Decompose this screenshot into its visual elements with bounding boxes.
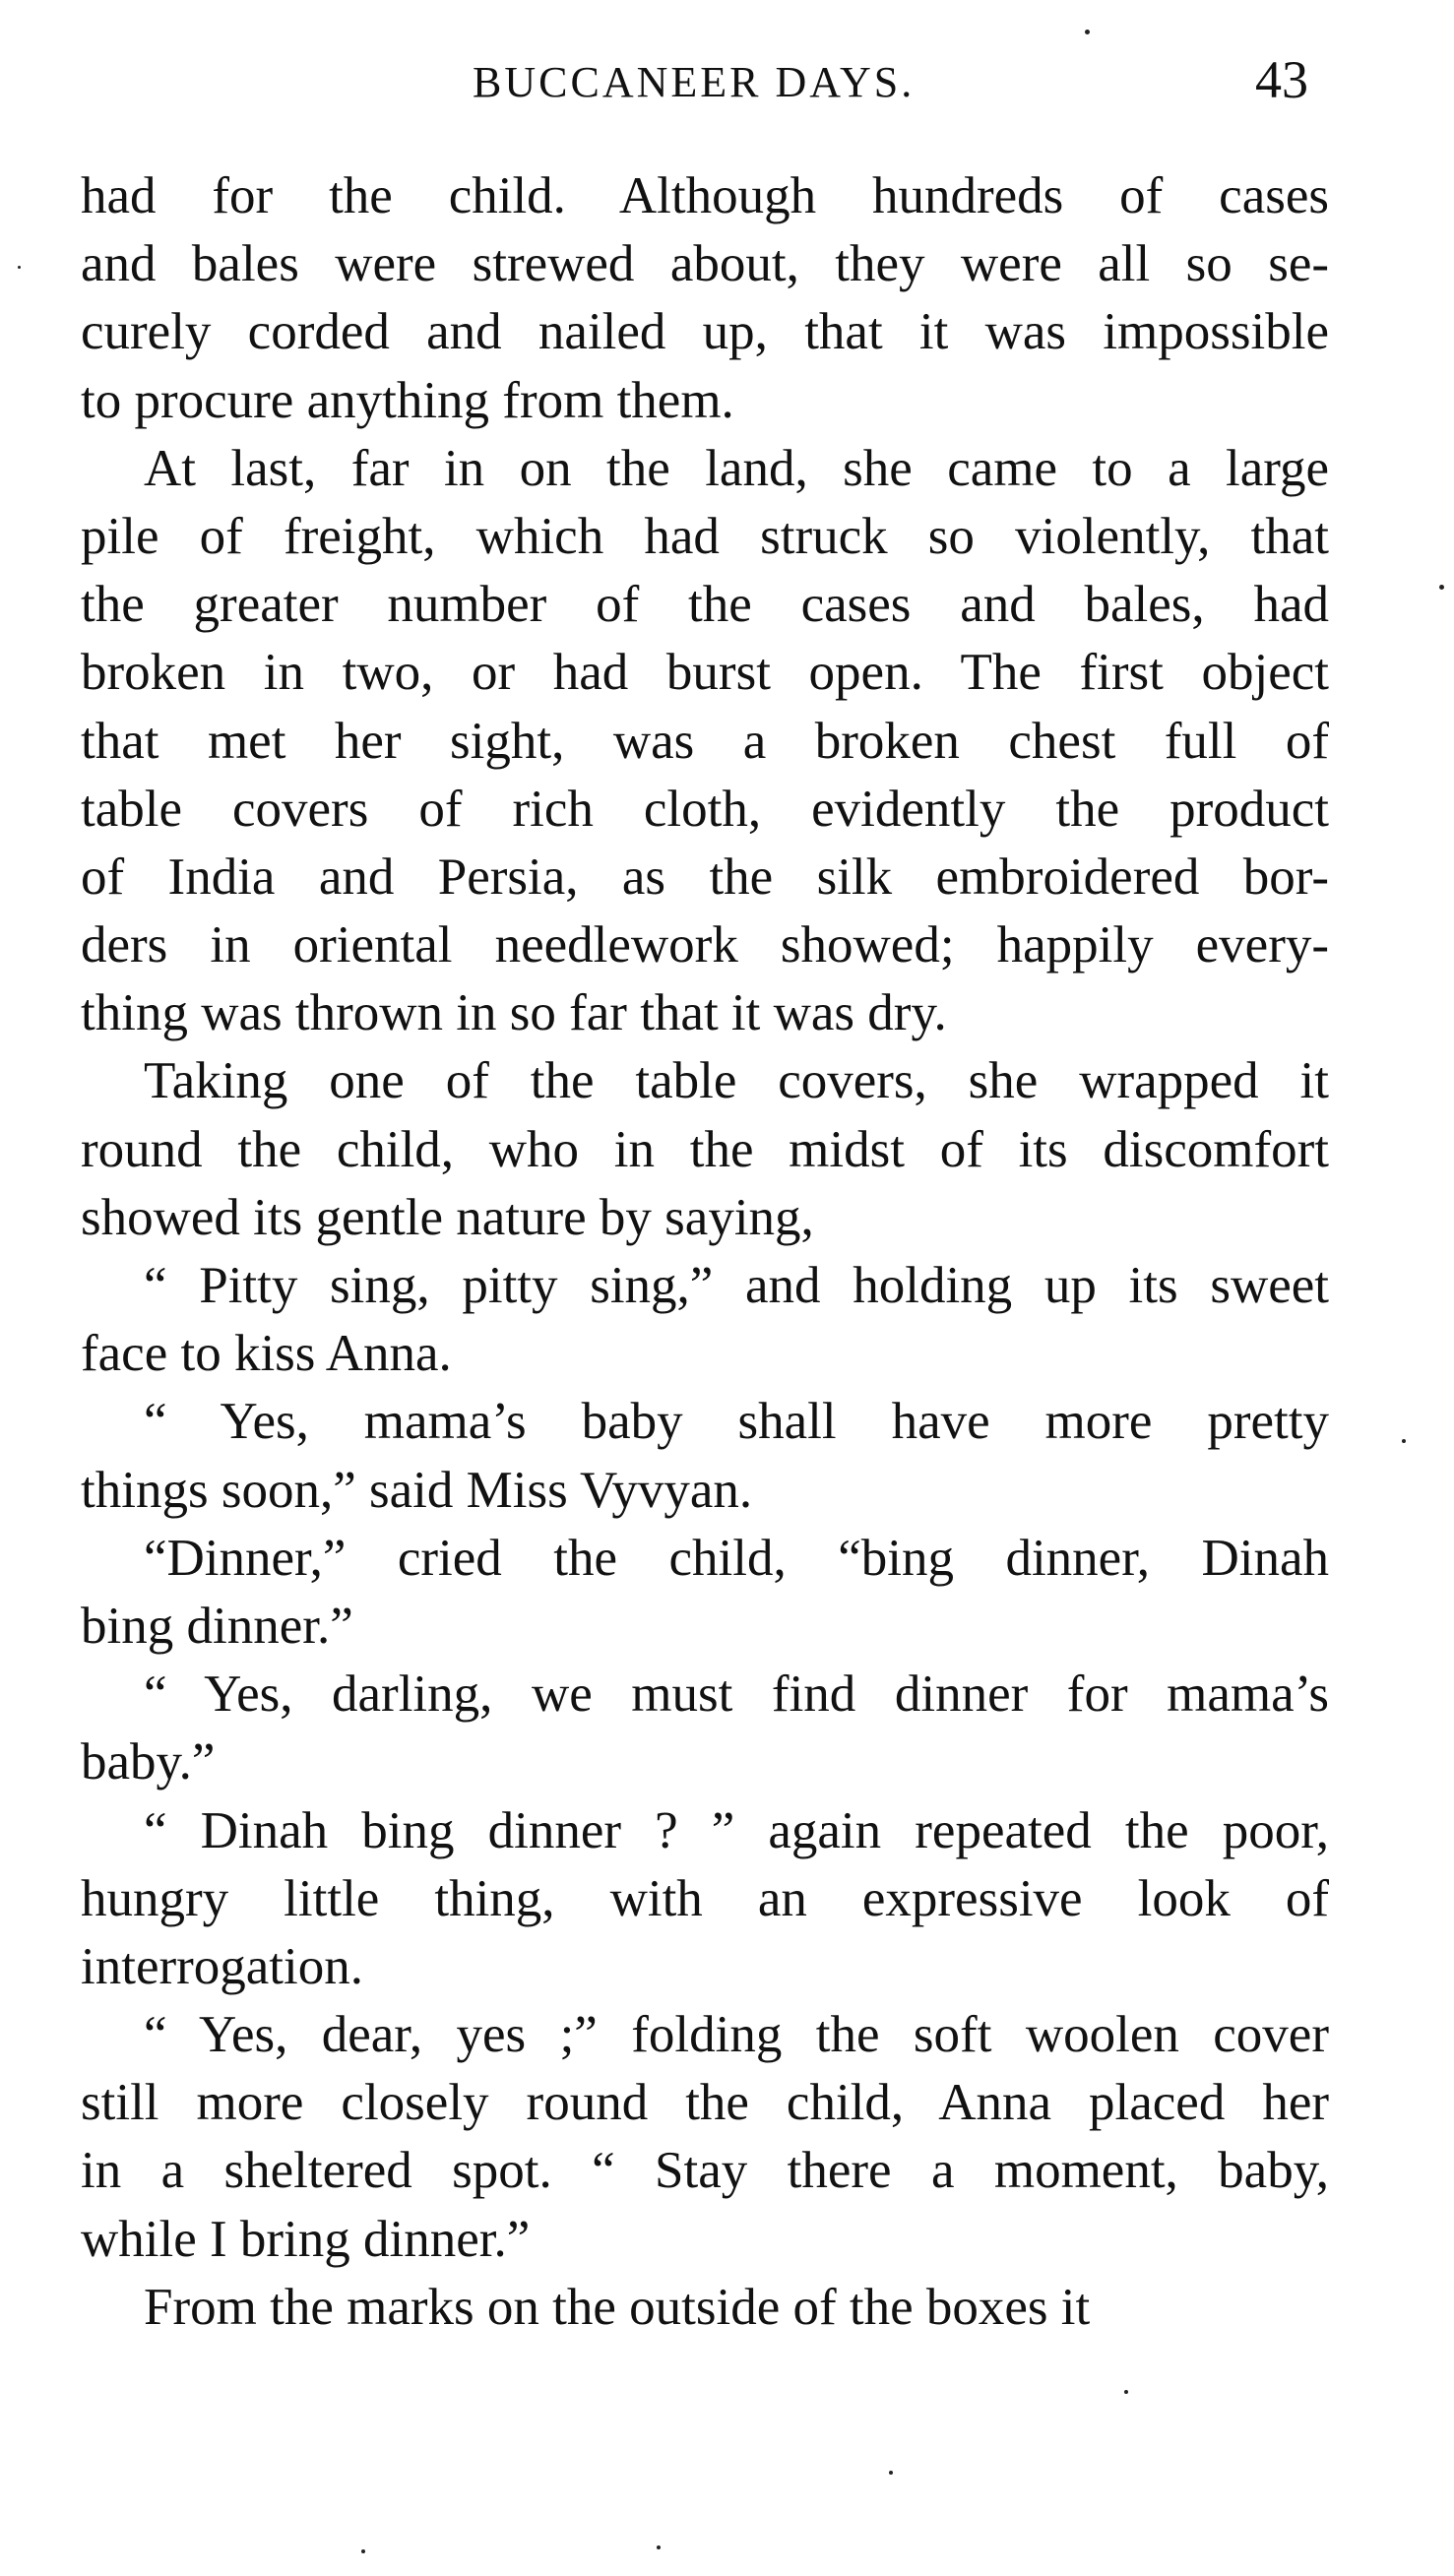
text-line: and bales were strewed about, they were all so se- (81, 235, 1329, 293)
text-line: baby.” (81, 1733, 216, 1791)
text-line: the greater number of the cases and bales, had (81, 576, 1329, 634)
page-number: 43 (1255, 50, 1308, 109)
text-line: interrogation. (81, 1937, 363, 1995)
text-line: had for the child. Although hundreds of cases (81, 167, 1329, 224)
text-line: “ Yes, darling, we must find dinner for mama’s (144, 1665, 1329, 1724)
text-line: table covers of rich cloth, evidently the product (81, 780, 1329, 838)
scan-speck (361, 2549, 365, 2553)
text-line: “ Dinah bing dinner ? ” again repeated the poor, (144, 1801, 1329, 1859)
text-line: At last, far in on the land, she came to a large (144, 439, 1329, 497)
text-line: curely corded and nailed up, that it was impossible (81, 303, 1329, 361)
text-line: round the child, who in the midst of its discomfort (81, 1120, 1329, 1178)
scan-speck (889, 2471, 893, 2475)
scan-speck (1439, 585, 1444, 590)
text-line: in a sheltered spot. “ Stay there a moment, baby, (81, 2142, 1329, 2200)
text-line: hungry little thing, with an expressive look of (81, 1869, 1329, 1927)
text-line: things soon,” said Miss Vyvyan. (81, 1461, 753, 1519)
text-line: bing dinner.” (81, 1597, 353, 1655)
paragraph (81, 1252, 1329, 1388)
text-line: broken in two, or had burst open. The first object (81, 644, 1329, 702)
text-line: pile of freight, which had struck so violently, that (81, 507, 1329, 565)
paragraph (81, 162, 1329, 435)
text-line: Taking one of the table covers, she wrapped it (144, 1052, 1329, 1110)
scan-speck (1085, 30, 1090, 34)
paragraph (81, 435, 1329, 1048)
text-line: showed its gentle nature by saying, (81, 1188, 814, 1246)
paragraph (81, 1388, 1329, 1524)
text-line: while I bring dinner.” (81, 2210, 531, 2268)
scan-speck (1402, 1439, 1406, 1443)
text-line: From the marks on the outside of the boxes it (144, 2278, 1091, 2336)
text-line: “ Pitty sing, pitty sing,” and holding up its sweet (144, 1257, 1329, 1314)
text-line: face to kiss Anna. (81, 1325, 452, 1383)
text-line: to procure anything from them. (81, 371, 734, 429)
text-line: thing was thrown in so far that it was dry. (81, 984, 947, 1042)
text-line: that met her sight, was a broken chest full of (81, 712, 1329, 770)
running-title: BUCCANEER DAYS. (473, 58, 916, 106)
running-head (0, 47, 1454, 126)
text-line: “ Yes, mama’s baby shall have more pretty (144, 1393, 1329, 1451)
scan-speck (657, 2545, 661, 2549)
text-line: “Dinner,” cried the child, “bing dinner, Dinah (144, 1529, 1329, 1587)
paragraph (81, 1661, 1329, 1796)
paragraph (81, 1525, 1329, 1661)
paragraph (81, 1047, 1329, 1252)
scan-speck (1124, 2390, 1128, 2394)
paragraph (81, 2001, 1329, 2274)
text-line: still more closely round the child, Anna placed her (81, 2074, 1329, 2132)
text-line: ders in oriental needlework showed; happily every- (81, 916, 1329, 974)
paragraph (81, 2274, 1329, 2342)
scan-speck (18, 266, 21, 269)
body-text (81, 162, 1329, 2342)
text-line: “ Yes, dear, yes ;” folding the soft woolen cover (144, 2006, 1329, 2064)
paragraph (81, 1797, 1329, 2002)
text-line: of India and Persia, as the silk embroidered bor- (81, 848, 1329, 906)
